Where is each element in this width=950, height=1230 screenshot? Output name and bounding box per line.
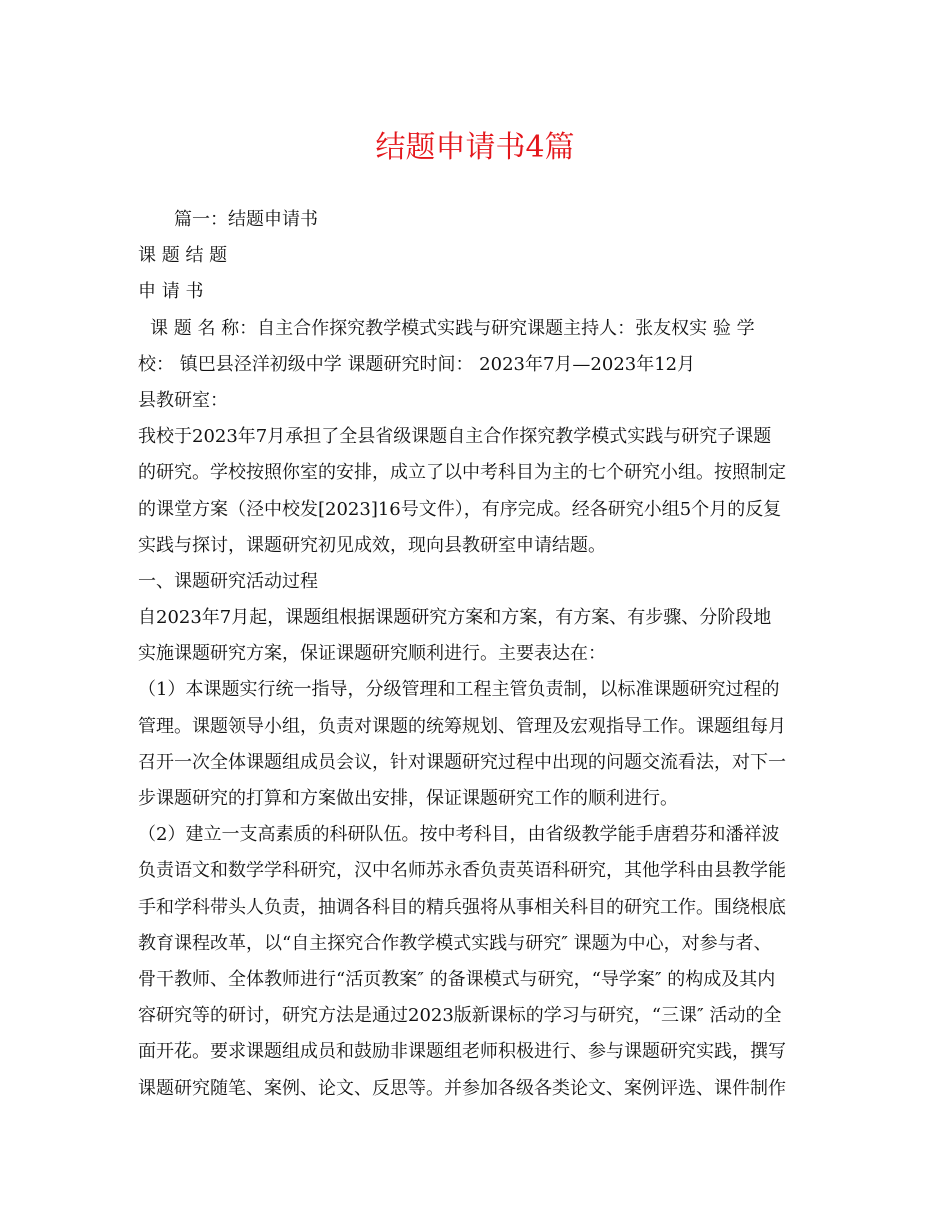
paragraph-line: 的研究。学校按照你室的安排，成立了以中考科目为主的七个研究小组。按照制定 xyxy=(138,462,786,484)
paragraph-line: 召开一次全体课题组成员会议，针对课题研究过程中出现的问题交流看法，对下一 xyxy=(138,751,786,773)
paragraph-line: 容研究等的研讨，研究方法是通过2023版新课标的学习与研究，“三课″ 活动的全 xyxy=(138,1005,782,1027)
paragraph-line: 课题研究随笔、案例、论文、反思等。并参加各级各类论文、案例评选、课件制作 xyxy=(138,1077,786,1099)
paragraph-line: 实践与探讨，课题研究初见成效，现向县教研室申请结题。 xyxy=(138,534,606,556)
paragraph-line: 实施课题研究方案，保证课题研究顺利进行。主要表达在： xyxy=(138,643,606,665)
cover-line: 课 题 结 题 xyxy=(138,245,228,267)
document-body xyxy=(138,202,828,1107)
paragraph-line: 面开花。要求课题组成员和鼓励非课题组老师积极进行、参与课题研究实践，撰写 xyxy=(138,1041,786,1063)
paragraph-line: 步课题研究的打算和方案做出安排，保证课题研究工作的顺利进行。 xyxy=(138,788,678,809)
document-title: 结题申请书4篇 xyxy=(375,130,575,165)
section-heading: 篇一：结题申请书 xyxy=(174,209,318,230)
paragraph-line: 的课堂方案（泾中校发[2023]16号文件），有序完成。经各研究小组5个月的反复 xyxy=(138,498,782,520)
paragraph-line: （2）建立一支高素质的科研队伍。按中考科目，由省级教学能手唐碧芬和潘祥波 xyxy=(138,824,780,846)
paragraph-line: 手和学科带头人负责，抽调各科目的精兵强将从事相关科目的研究工作。围绕根底 xyxy=(138,896,786,918)
project-info-line: 校： 镇巴县泾洋初级中学 课题研究时间： 2023年7月—2023年12月 xyxy=(138,353,696,375)
salutation: 县教研室： xyxy=(138,389,228,411)
paragraph-line: 教育课程改革，以“自主探究合作教学模式实践与研究″ 课题为中心，对参与者、 xyxy=(138,932,772,954)
paragraph-line: （1）本课题实行统一指导，分级管理和工程主管负责制，以标准课题研究过程的 xyxy=(138,679,780,701)
paragraph-line: 我校于2023年7月承担了全县省级课题自主合作探究教学模式实践与研究子课题 xyxy=(138,426,772,448)
paragraph-line: 骨干教师、全体教师进行“活页教案″ 的备课模式与研究，“导学案″ 的构成及其内 xyxy=(138,968,776,990)
paragraph-line: 负责语文和数学学科研究，汉中名师苏永香负责英语科研究，其他学科由县教学能 xyxy=(138,860,786,882)
cover-line: 申 请 书 xyxy=(138,281,204,303)
subsection-heading: 一、课题研究活动过程 xyxy=(138,570,318,592)
paragraph-line: 管理。课题领导小组，负责对课题的统筹规划、管理及宏观指导工作。课题组每月 xyxy=(138,715,786,737)
paragraph-line: 自2023年7月起，课题组根据课题研究方案和方案，有方案、有步骤、分阶段地 xyxy=(138,607,772,629)
project-info-line: 课 题 名 称：自主合作探究教学模式实践与研究课题主持人：张友权实 验 学 xyxy=(150,317,755,339)
